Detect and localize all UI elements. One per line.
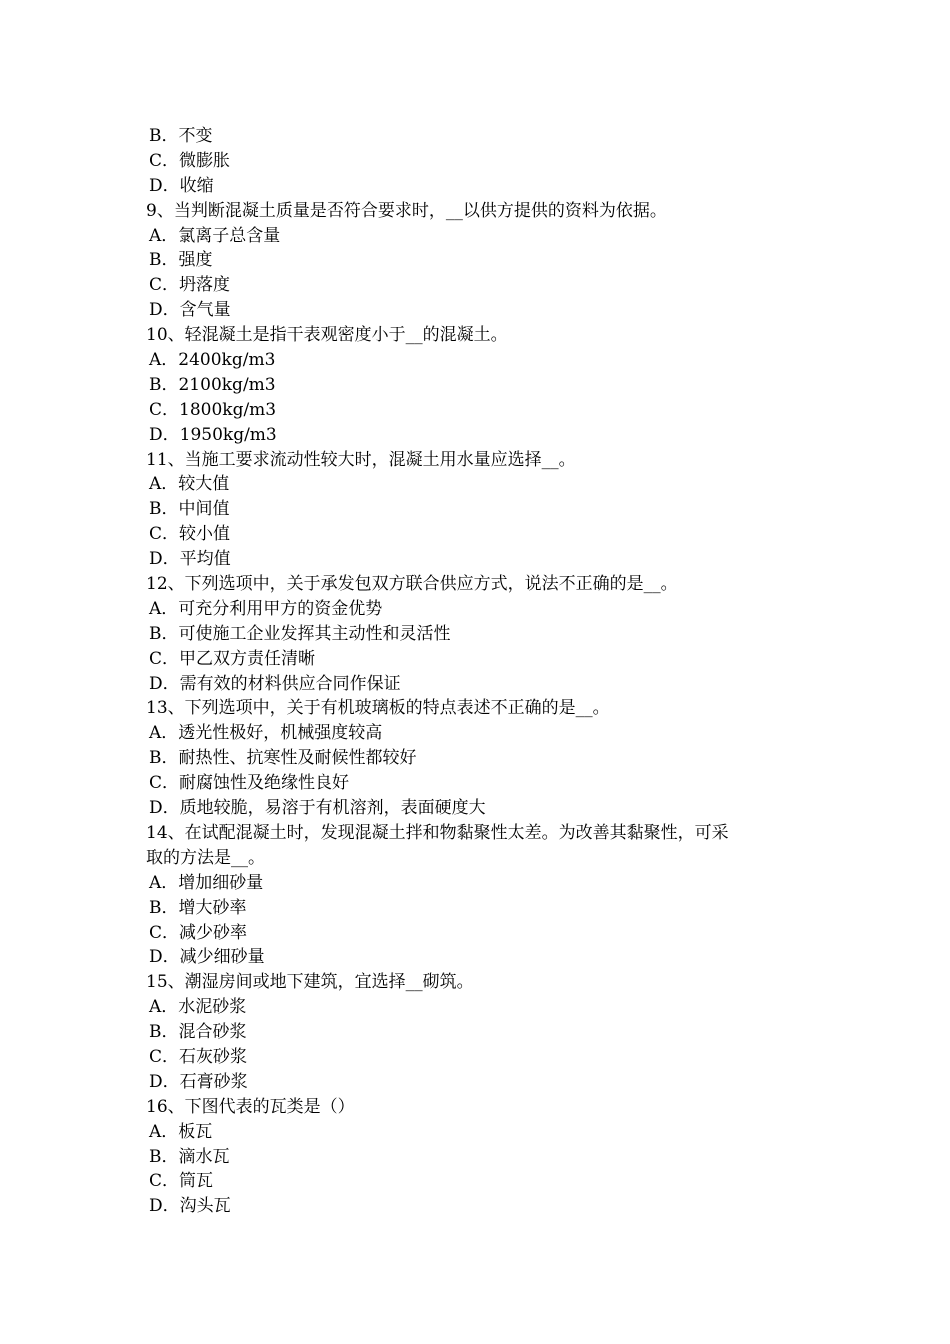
document-page: [146, 124, 816, 1219]
answer-option: A．氯离子总含量: [149, 225, 281, 246]
answer-option: D．平均值: [149, 549, 231, 570]
answer-option: C．1800kg/m3: [149, 399, 277, 420]
answer-option: D．收缩: [149, 175, 214, 196]
answer-option: C．较小值: [149, 524, 231, 545]
answer-option: B．强度: [149, 250, 213, 271]
answer-option: B．2100kg/m3: [149, 374, 276, 395]
answer-option: D．石膏砂浆: [149, 1071, 248, 1092]
question-text: 9、当判断混凝土质量是否符合要求时，__以供方提供的资料为依据。: [146, 200, 667, 221]
answer-option: D．需有效的材料供应合同作保证: [149, 673, 401, 694]
answer-option: C．甲乙双方责任清晰: [149, 648, 316, 669]
answer-option: A．可充分利用甲方的资金优势: [149, 598, 383, 619]
answer-option: D．含气量: [149, 300, 231, 321]
answer-option: C．筒瓦: [149, 1171, 214, 1192]
answer-option: B．混合砂浆: [149, 1022, 247, 1043]
answer-option: B．滴水瓦: [149, 1146, 230, 1167]
answer-option: C．耐腐蚀性及绝缘性良好: [149, 773, 350, 794]
question-text: 16、下图代表的瓦类是（）: [146, 1096, 355, 1117]
answer-option: B．不变: [149, 126, 213, 146]
question-text: 12、下列选项中，关于承发包双方联合供应方式，说法不正确的是__。: [146, 574, 678, 595]
answer-option: C．减少砂率: [149, 922, 248, 943]
answer-option: A．较大值: [149, 474, 230, 495]
answer-option: D．减少细砂量: [149, 947, 265, 968]
answer-option: D．1950kg/m3: [149, 424, 277, 445]
question-text: 13、下列选项中，关于有机玻璃板的特点表述不正确的是__。: [146, 698, 610, 719]
question-text: 10、轻混凝土是指干表观密度小于__的混凝土。: [146, 325, 508, 346]
answer-option: A．增加细砂量: [149, 872, 264, 893]
answer-option: B．增大砂率: [149, 897, 247, 918]
answer-option: A．水泥砂浆: [149, 997, 247, 1018]
answer-option: A．透光性极好，机械强度较高: [149, 723, 383, 744]
answer-option: D．沟头瓦: [149, 1196, 231, 1217]
answer-option: C．石灰砂浆: [149, 1046, 248, 1067]
answer-option: C．坍落度: [149, 275, 231, 296]
question-text: 取的方法是__。: [146, 847, 265, 868]
answer-option: C．微膨胀: [149, 150, 231, 171]
answer-option: B．可使施工企业发挥其主动性和灵活性: [149, 623, 451, 644]
answer-option: A．板瓦: [149, 1121, 213, 1142]
question-text: 14、在试配混凝土时，发现混凝土拌和物黏聚性太差。为改善其黏聚性，可采: [146, 822, 729, 843]
question-text: 15、潮湿房间或地下建筑，宜选择__砌筑。: [146, 972, 474, 993]
question-text: 11、当施工要求流动性较大时，混凝土用水量应选择__。: [146, 449, 576, 470]
answer-option: B．中间值: [149, 499, 230, 520]
answer-option: D．质地较脆，易溶于有机溶剂，表面硬度大: [149, 798, 486, 819]
answer-option: B．耐热性、抗寒性及耐候性都较好: [149, 748, 417, 769]
answer-option: A．2400kg/m3: [149, 350, 276, 371]
